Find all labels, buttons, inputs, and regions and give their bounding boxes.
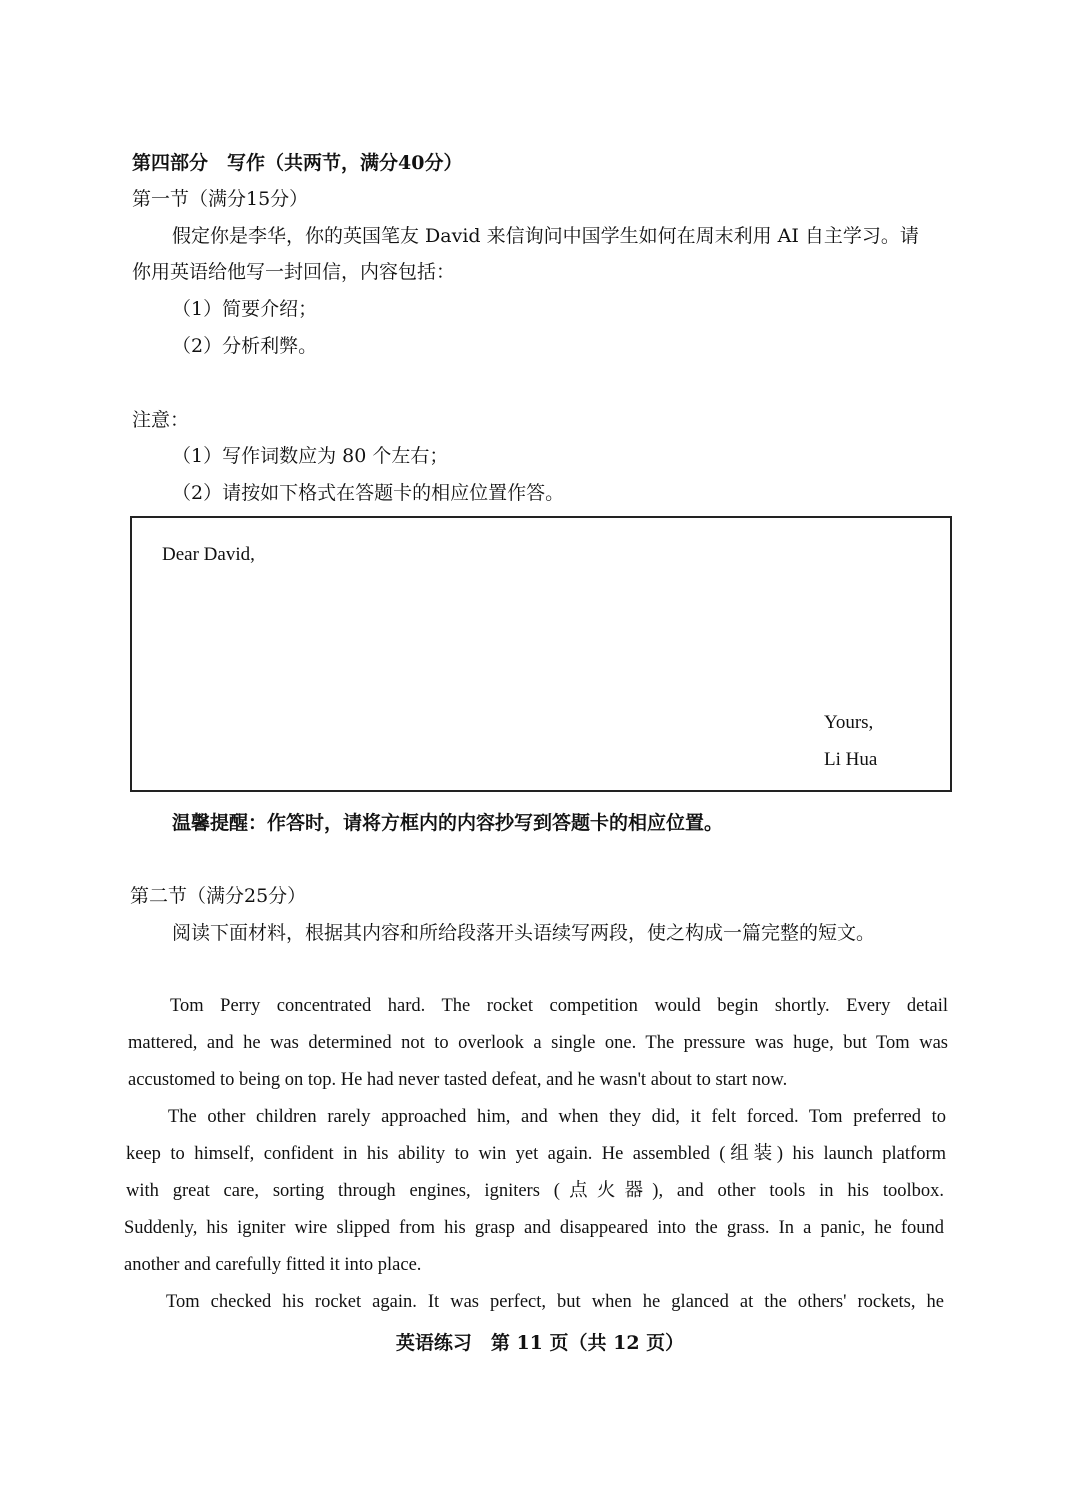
note-1: （1）写作词数应为 80 个左右； [172, 445, 449, 467]
content-point-1: （1）简要介绍； [172, 298, 318, 320]
letter-closing: Yours, [824, 712, 874, 733]
section2-title: 第二节（满分25分） [130, 885, 307, 907]
content-point-2: （2）分析利弊。 [172, 335, 318, 357]
prompt-line-1: 假定你是李华，你的英国笔友 David 来信询问中国学生如何在周末利用 AI 自主学习。请 [172, 225, 919, 247]
part-heading: 第四部分 写作（共两节，满分40分） [132, 152, 463, 174]
prompt-line-2: 你用英语给他写一封回信，内容包括： [132, 261, 456, 283]
note-2: （2）请按如下格式在答题卡的相应位置作答。 [172, 482, 565, 504]
passage-line: mattered, and he was determined not to overlook a single one. The pressure was huge, but Tom was [128, 1033, 948, 1053]
letter-signature: Li Hua [824, 749, 878, 770]
page-footer: 英语练习 第 11 页（共 12 页） [395, 1332, 685, 1354]
section2-instruction: 阅读下面材料，根据其内容和所给段落开头语续写两段，使之构成一篇完整的短文。 [172, 922, 876, 944]
notes-title: 注意： [132, 409, 190, 431]
passage-line: accustomed to being on top. He had never tasted defeat, and he wasn't about to start now. [128, 1070, 788, 1090]
passage-line: Tom checked his rocket again. It was perfect, but when he glanced at the others' rockets, he [166, 1292, 944, 1312]
letter-greeting: Dear David, [162, 544, 255, 565]
reminder-note: 温馨提醒：作答时，请将方框内的内容抄写到答题卡的相应位置。 [172, 812, 724, 834]
passage-line: keep to himself, confident in his ability to win yet again. He assembled (组装) his launch platform [126, 1144, 946, 1164]
passage-line: Tom Perry concentrated hard. The rocket competition would begin shortly. Every detail [170, 996, 948, 1016]
passage-line: another and carefully fitted it into place. [124, 1255, 422, 1275]
passage-line: with great care, sorting through engines, igniters (点火器), and other tools in his toolbox. [126, 1181, 944, 1201]
letter-format-box [130, 516, 952, 792]
passage-line: The other children rarely approached him, and when they did, it felt forced. Tom preferred to [168, 1107, 946, 1127]
passage-line: Suddenly, his igniter wire slipped from his grasp and disappeared into the grass. In a panic, he found [124, 1218, 944, 1238]
section1-title: 第一节（满分15分） [132, 188, 309, 210]
